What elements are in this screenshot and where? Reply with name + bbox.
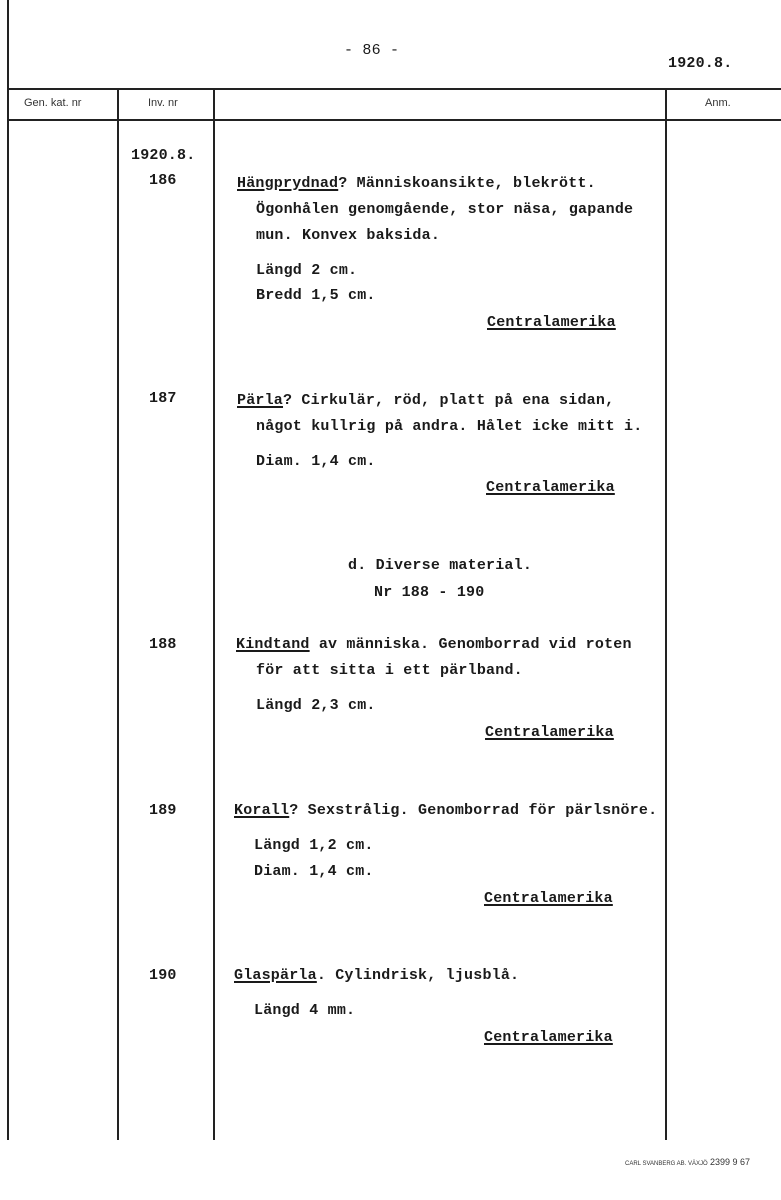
entry-189-title: Korall bbox=[234, 802, 290, 819]
entry-186-measure-2: Bredd 1,5 cm. bbox=[256, 287, 376, 304]
inv-number-186: 186 bbox=[149, 172, 177, 189]
section-range: Nr 188 - 190 bbox=[374, 584, 485, 601]
page-number: - 86 - bbox=[344, 42, 400, 59]
column-header-gen-kat-nr: Gen. kat. nr bbox=[24, 97, 82, 109]
entry-189-desc-rest: ? Sexstrålig. Genomborrad för pärlsnöre. bbox=[289, 802, 658, 819]
year-heading: 1920.8. bbox=[131, 147, 196, 164]
section-title: d. Diverse material. bbox=[348, 557, 533, 574]
inv-column-left-line bbox=[117, 88, 119, 1140]
inv-column-right-line bbox=[213, 88, 215, 1140]
entry-186-measure-1: Längd 2 cm. bbox=[256, 262, 358, 279]
entry-187-description bbox=[237, 392, 614, 409]
inv-number-190: 190 bbox=[149, 967, 177, 984]
entry-186-region: Centralamerika bbox=[487, 314, 616, 331]
entry-190-desc-rest: . Cylindrisk, ljusblå. bbox=[316, 967, 520, 984]
entry-189-measure-2: Diam. 1,4 cm. bbox=[254, 863, 374, 880]
entry-188-title: Kindtand bbox=[236, 636, 310, 653]
printer-name: CARL SVANBERG AB. VÄXJÖ bbox=[625, 1161, 708, 1167]
printer-imprint bbox=[625, 1157, 750, 1167]
entry-188-line-1: för att sitta i ett pärlband. bbox=[256, 662, 523, 679]
entry-190-title: Glaspärla bbox=[234, 967, 317, 984]
column-header-anm: Anm. bbox=[705, 97, 731, 109]
header-top-line bbox=[7, 88, 781, 90]
column-header-inv-nr: Inv. nr bbox=[148, 97, 178, 109]
entry-187-measure-1: Diam. 1,4 cm. bbox=[256, 453, 376, 470]
left-border-line bbox=[7, 0, 9, 1140]
entry-190-region: Centralamerika bbox=[484, 1029, 613, 1046]
entry-187-line-1: något kullrig på andra. Hålet icke mitt i. bbox=[256, 418, 643, 435]
entry-186-title: Hängprydnad bbox=[237, 175, 339, 192]
entry-186-line-1: Ögonhålen genomgående, stor näsa, gapande bbox=[256, 201, 634, 218]
entry-190-description bbox=[234, 967, 519, 984]
entry-187-desc-rest: ? Cirkulär, röd, platt på ena sidan, bbox=[283, 392, 615, 409]
entry-188-measure-1: Längd 2,3 cm. bbox=[256, 697, 376, 714]
entry-188-description bbox=[236, 636, 632, 653]
inv-number-189: 189 bbox=[149, 802, 177, 819]
entry-186-line-2: mun. Konvex baksida. bbox=[256, 227, 441, 244]
entry-186-description bbox=[237, 175, 596, 192]
entry-186-desc-rest: ? Människoansikte, blekrött. bbox=[338, 175, 596, 192]
entry-188-region: Centralamerika bbox=[485, 724, 614, 741]
anm-column-left-line bbox=[665, 88, 667, 1140]
entry-189-region: Centralamerika bbox=[484, 890, 613, 907]
inv-number-187: 187 bbox=[149, 390, 177, 407]
year-reference: 1920.8. bbox=[668, 55, 733, 72]
entry-188-desc-rest: av människa. Genomborrad vid roten bbox=[309, 636, 632, 653]
form-code: 2399 9 67 bbox=[709, 1157, 750, 1167]
entry-189-measure-1: Längd 1,2 cm. bbox=[254, 837, 374, 854]
entry-187-region: Centralamerika bbox=[486, 479, 615, 496]
entry-189-description bbox=[234, 802, 657, 819]
entry-187-title: Pärla bbox=[237, 392, 284, 409]
header-bottom-line bbox=[7, 119, 781, 121]
entry-190-measure-1: Längd 4 mm. bbox=[254, 1002, 356, 1019]
inv-number-188: 188 bbox=[149, 636, 177, 653]
